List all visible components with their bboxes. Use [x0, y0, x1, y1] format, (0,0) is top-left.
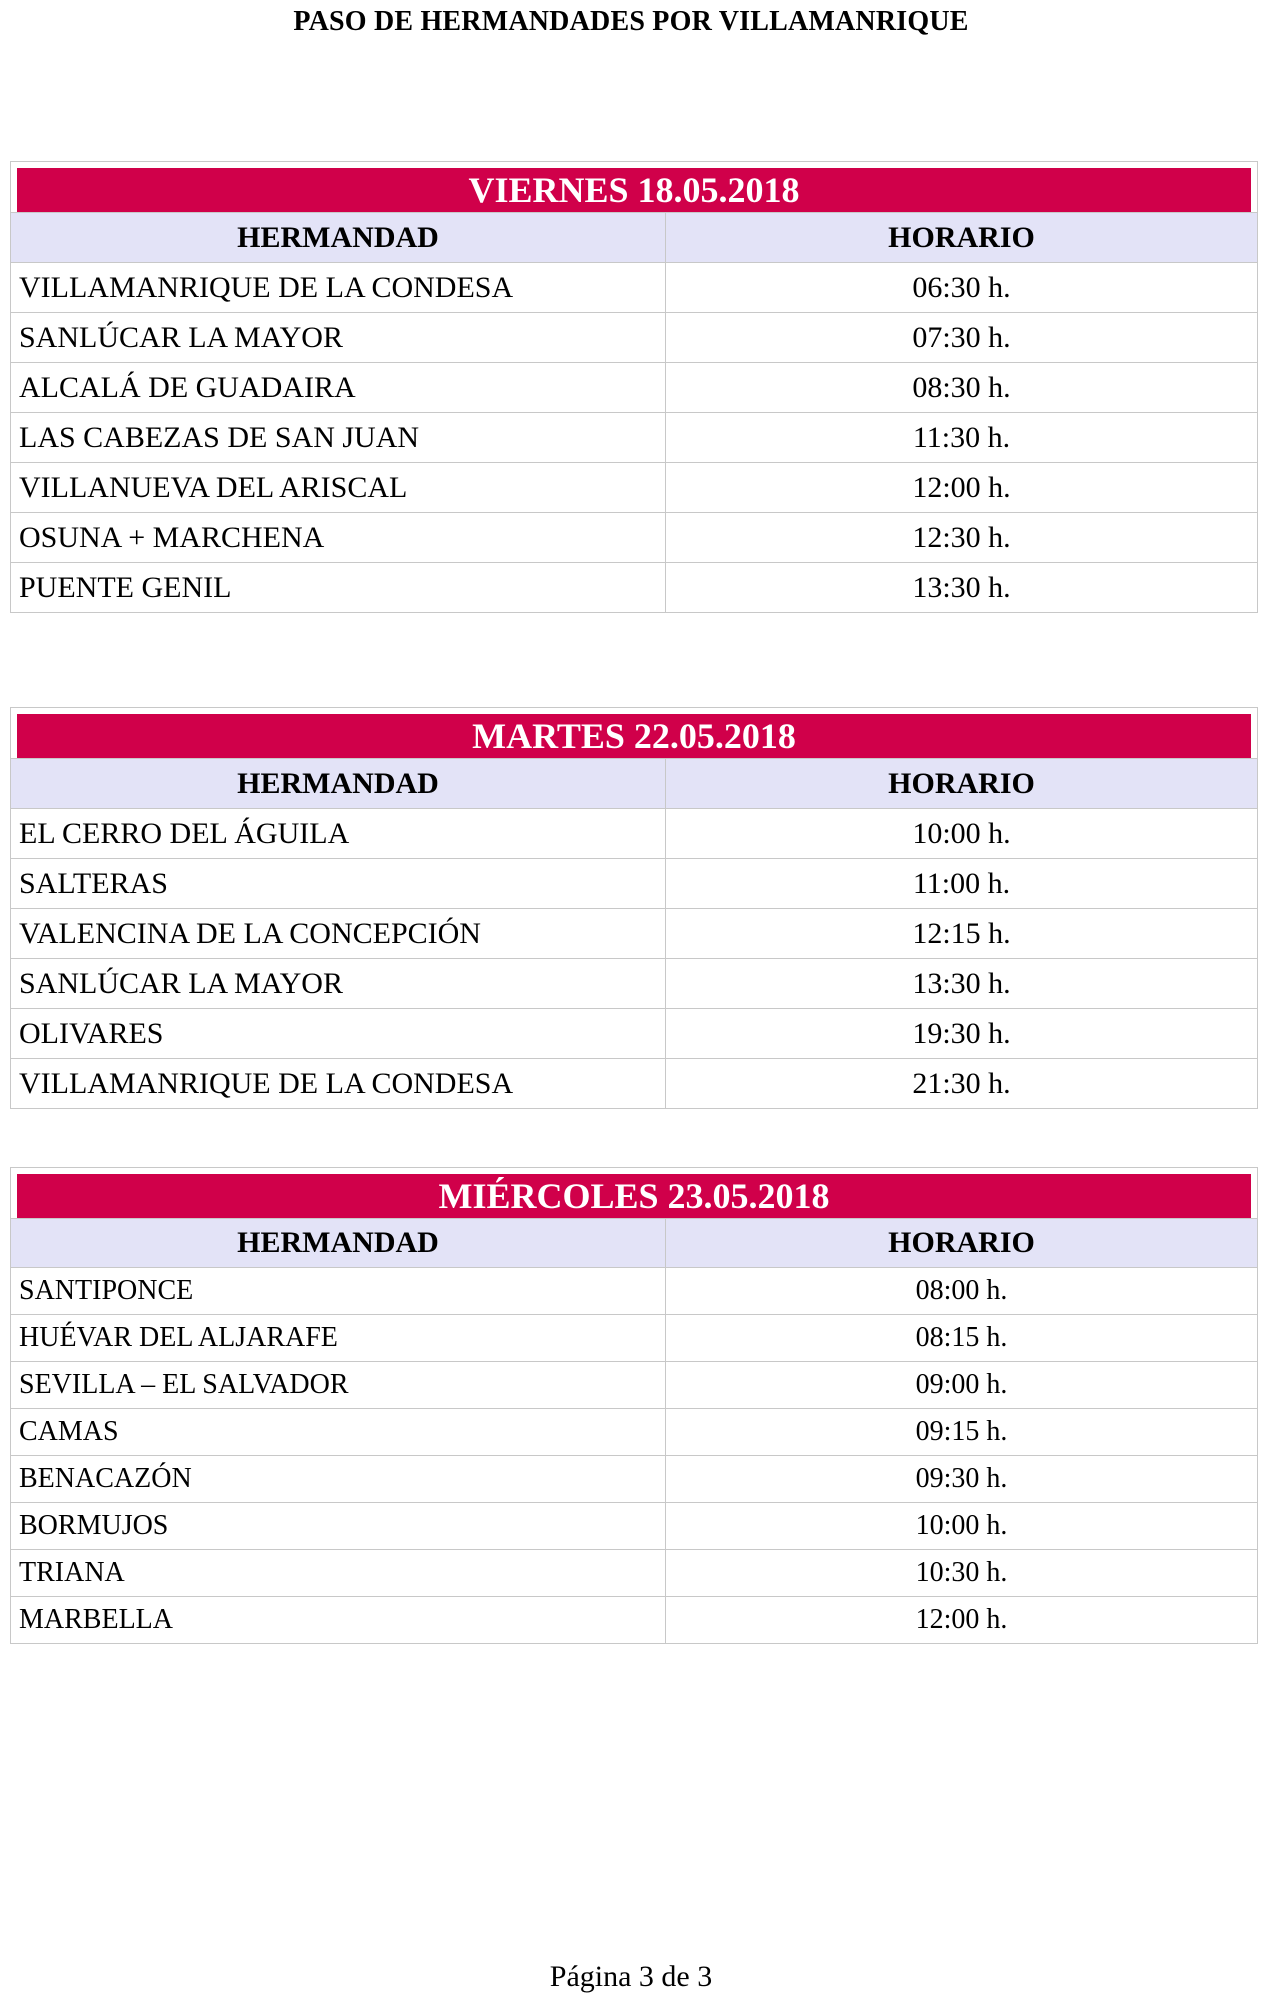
- hermandad-cell: SEVILLA – EL SALVADOR: [11, 1362, 666, 1408]
- table-row: [11, 1549, 1257, 1596]
- column-header-hermandad: HERMANDAD: [11, 1219, 666, 1267]
- horario-cell: 06:30 h.: [912, 270, 1011, 304]
- hermandad-cell: CAMAS: [11, 1409, 666, 1455]
- horario-cell: 09:00 h.: [915, 1369, 1008, 1400]
- table-row: [11, 908, 1257, 958]
- horario-cell: 08:00 h.: [915, 1275, 1008, 1306]
- hermandad-cell: SANTIPONCE: [11, 1268, 666, 1314]
- table-row: [11, 1361, 1257, 1408]
- table-row: [11, 362, 1257, 412]
- hermandad-cell: HUÉVAR DEL ALJARAFE: [11, 1315, 666, 1361]
- hermandad-cell: SANLÚCAR LA MAYOR: [11, 959, 666, 1008]
- horario-cell: 11:30 h.: [912, 420, 1011, 454]
- table-row: [11, 1058, 1257, 1108]
- hermandad-cell: VILLAMANRIQUE DE LA CONDESA: [11, 263, 666, 312]
- table-row: [11, 958, 1257, 1008]
- horario-cell: 21:30 h.: [912, 1066, 1011, 1100]
- day-table-miercoles: [10, 1167, 1258, 1644]
- day-header: VIERNES 18.05.2018: [17, 168, 1251, 212]
- table-row: [11, 1455, 1257, 1502]
- hermandad-cell: BORMUJOS: [11, 1503, 666, 1549]
- page-title: PASO DE HERMANDADES POR VILLAMANRIQUE: [293, 6, 969, 37]
- hermandad-cell: SALTERAS: [11, 859, 666, 908]
- column-header-row: [11, 758, 1257, 808]
- day-header: MIÉRCOLES 23.05.2018: [17, 1174, 1251, 1218]
- column-header-row: [11, 212, 1257, 262]
- table-row: [11, 512, 1257, 562]
- column-header-hermandad: HERMANDAD: [11, 213, 666, 262]
- horario-cell: 08:30 h.: [912, 370, 1011, 404]
- horario-cell: 12:00 h.: [915, 1604, 1008, 1635]
- hermandad-cell: ALCALÁ DE GUADAIRA: [11, 363, 666, 412]
- column-header-horario: HORARIO: [888, 1226, 1035, 1259]
- day-table-martes: [10, 707, 1258, 1109]
- table-row: [11, 1314, 1257, 1361]
- hermandad-cell: EL CERRO DEL ÁGUILA: [11, 809, 666, 858]
- table-row: [11, 262, 1257, 312]
- table-row: [11, 412, 1257, 462]
- hermandad-cell: BENACAZÓN: [11, 1456, 666, 1502]
- table-row: [11, 1502, 1257, 1549]
- hermandad-cell: MARBELLA: [11, 1597, 666, 1643]
- horario-cell: 11:00 h.: [912, 866, 1011, 900]
- horario-cell: 12:00 h.: [912, 470, 1011, 504]
- hermandad-cell: OSUNA + MARCHENA: [11, 513, 666, 562]
- hermandad-cell: VILLAMANRIQUE DE LA CONDESA: [11, 1059, 666, 1108]
- column-header-horario: HORARIO: [888, 766, 1035, 800]
- horario-cell: 19:30 h.: [912, 1016, 1011, 1050]
- table-row: [11, 808, 1257, 858]
- column-header-row: [11, 1218, 1257, 1267]
- day-header: MARTES 22.05.2018: [17, 714, 1251, 758]
- hermandad-cell: PUENTE GENIL: [11, 563, 666, 612]
- table-row: [11, 858, 1257, 908]
- horario-cell: 08:15 h.: [915, 1322, 1008, 1353]
- hermandad-cell: SANLÚCAR LA MAYOR: [11, 313, 666, 362]
- hermandad-cell: OLIVARES: [11, 1009, 666, 1058]
- hermandad-cell: VILLANUEVA DEL ARISCAL: [11, 463, 666, 512]
- column-header-hermandad: HERMANDAD: [11, 759, 666, 808]
- table-row: [11, 562, 1257, 612]
- horario-cell: 13:30 h.: [912, 966, 1011, 1000]
- horario-cell: 09:15 h.: [915, 1416, 1008, 1447]
- table-row: [11, 1408, 1257, 1455]
- hermandad-cell: VALENCINA DE LA CONCEPCIÓN: [11, 909, 666, 958]
- hermandad-cell: LAS CABEZAS DE SAN JUAN: [11, 413, 666, 462]
- horario-cell: 12:15 h.: [912, 916, 1011, 950]
- table-row: [11, 1008, 1257, 1058]
- table-row: [11, 1596, 1257, 1643]
- horario-cell: 10:00 h.: [915, 1510, 1008, 1541]
- hermandad-cell: TRIANA: [11, 1550, 666, 1596]
- table-row: [11, 312, 1257, 362]
- table-row: [11, 462, 1257, 512]
- horario-cell: 09:30 h.: [915, 1463, 1008, 1494]
- day-table-viernes: [10, 161, 1258, 613]
- table-row: [11, 1267, 1257, 1314]
- horario-cell: 10:30 h.: [915, 1557, 1008, 1588]
- horario-cell: 07:30 h.: [912, 320, 1011, 354]
- horario-cell: 13:30 h.: [912, 570, 1011, 604]
- horario-cell: 12:30 h.: [912, 520, 1011, 554]
- column-header-horario: HORARIO: [888, 220, 1035, 254]
- horario-cell: 10:00 h.: [912, 816, 1011, 850]
- page-number: Página 3 de 3: [549, 1960, 713, 1993]
